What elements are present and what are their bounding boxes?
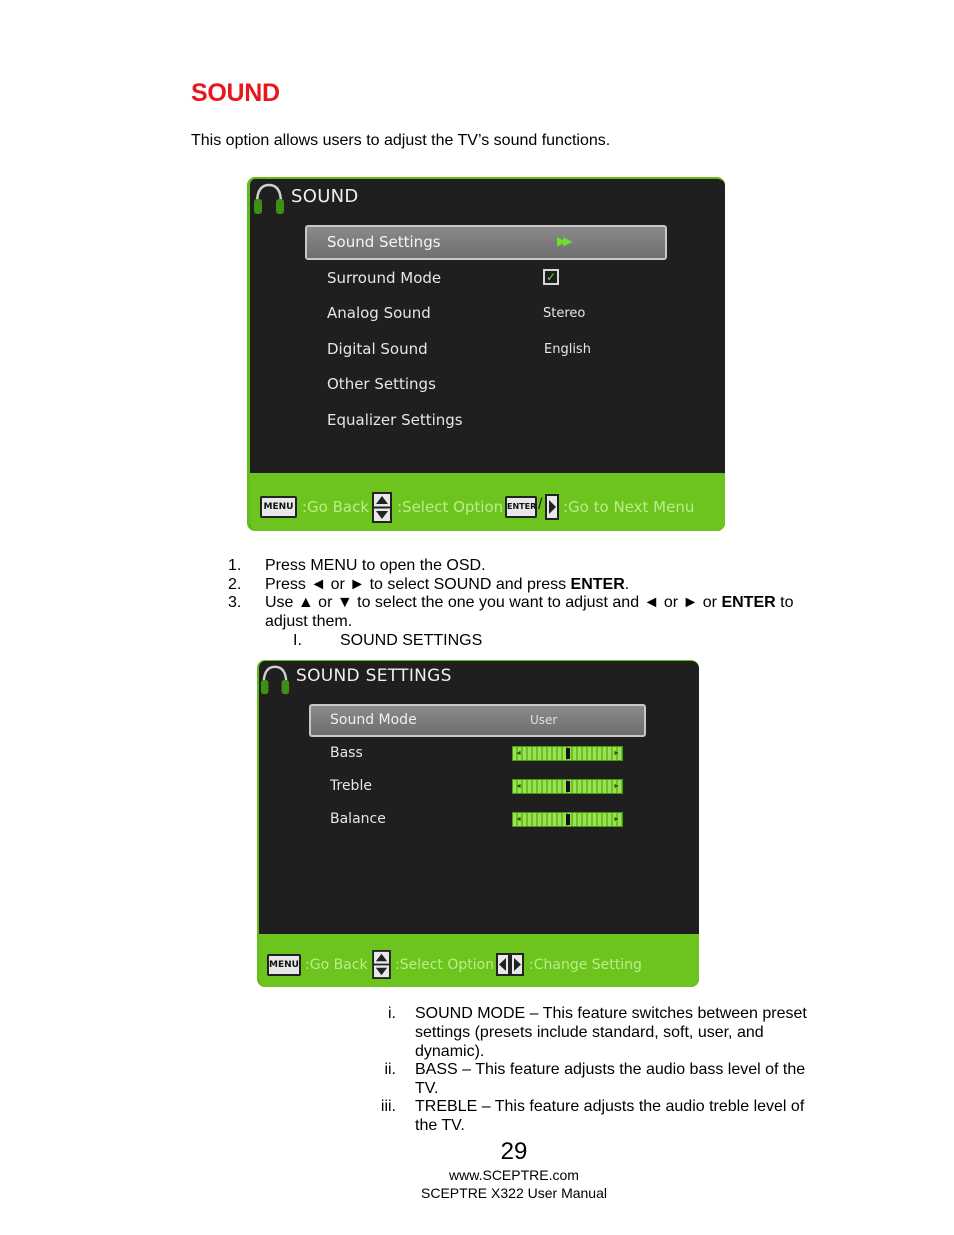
menu-item-surround-mode[interactable]: Surround Mode [327, 269, 442, 287]
bass-slider[interactable] [512, 746, 623, 761]
section-heading: SOUND [191, 79, 280, 107]
up-down-key-icon [372, 950, 391, 979]
list-marker: ii. [384, 1061, 396, 1078]
menu-item-sound-mode[interactable]: Sound Mode [330, 712, 417, 728]
footer-select-option: :Select Option [397, 498, 504, 516]
description-sound-mode [376, 1004, 836, 1061]
step-number: 3. [228, 594, 242, 611]
description-text: SOUND MODE – This feature switches between preset settings (presets include standard, soft, user, and dynamic). [415, 1005, 807, 1060]
footer-go-back: :Go Back [302, 498, 370, 516]
footer-go-back: :Go Back [305, 957, 368, 973]
slider-right-arrow-icon: ► [613, 750, 620, 757]
website-link[interactable]: www.SCEPTRE.com [449, 1167, 579, 1183]
list-marker: i. [388, 1005, 396, 1022]
step-number: 2. [228, 576, 242, 593]
footer-select-option: :Select Option [395, 957, 495, 973]
slider-thumb[interactable] [566, 748, 570, 759]
slider-left-arrow-icon: ◄ [515, 750, 522, 757]
slider-right-arrow-icon: ► [613, 816, 620, 823]
description-text: TREBLE – This feature adjusts the audio treble level of the TV. [415, 1098, 805, 1134]
step-text: Press ◄ or ► to select SOUND and press ENTER. [265, 576, 630, 593]
headphones-icon [252, 181, 286, 217]
slider-left-arrow-icon: ◄ [515, 783, 522, 790]
description-treble [376, 1097, 836, 1135]
treble-slider[interactable] [512, 779, 623, 794]
left-right-key-icon [496, 953, 524, 976]
description-text: BASS – This feature adjusts the audio bass level of the TV. [415, 1061, 806, 1097]
sound-mode-value: User [530, 713, 558, 727]
page-number: 29 [500, 1138, 528, 1165]
menu-item-equalizer-settings[interactable]: Equalizer Settings [327, 411, 463, 429]
slash-divider: / [538, 496, 543, 513]
surround-checkbox[interactable]: ✓ [543, 269, 559, 285]
headphones-icon [259, 663, 291, 697]
up-down-key-icon [372, 492, 392, 523]
subsection-number: I. [293, 632, 302, 649]
slider-thumb[interactable] [566, 781, 570, 792]
step-3 [228, 593, 828, 633]
balance-slider[interactable] [512, 812, 623, 827]
manual-name: SCEPTRE X322 User Manual [421, 1185, 607, 1201]
slider-thumb[interactable] [566, 814, 570, 825]
footer-next-menu: :Go to Next Menu [563, 498, 695, 516]
next-arrows-icon: ▶▶ [557, 234, 570, 248]
step-text: Use ▲ or ▼ to select the one you want to adjust and ◄ or ► or ENTER to adjust them. [265, 594, 794, 630]
footer-change-setting: :Change Setting [529, 957, 642, 973]
menu-item-digital-sound[interactable]: Digital Sound [327, 340, 428, 358]
list-marker: iii. [380, 1098, 396, 1115]
slider-left-arrow-icon: ◄ [515, 816, 522, 823]
analog-sound-value: Stereo [543, 306, 586, 321]
menu-item-sound-settings[interactable]: Sound Settings [327, 233, 441, 251]
osd-footer [250, 473, 725, 531]
step-number: 1. [228, 557, 242, 574]
slider-right-arrow-icon: ► [613, 783, 620, 790]
osd-title: SOUND [291, 186, 359, 207]
menu-item-other-settings[interactable]: Other Settings [327, 375, 436, 393]
menu-item-treble[interactable]: Treble [330, 778, 372, 794]
intro-text: This option allows users to adjust the TV’s sound functions. [191, 132, 611, 149]
menu-item-bass[interactable]: Bass [330, 745, 363, 761]
enter-key-icon: ENTER [505, 496, 537, 518]
osd-title: SOUND SETTINGS [296, 666, 452, 686]
menu-item-balance[interactable]: Balance [330, 811, 386, 827]
sound-settings-osd-screenshot [257, 660, 699, 987]
subsection-title: SOUND SETTINGS [340, 632, 483, 649]
right-key-icon [545, 494, 559, 520]
digital-sound-value: English [544, 342, 591, 357]
sound-osd-screenshot [247, 177, 725, 531]
menu-key-icon: MENU [267, 954, 301, 976]
step-text: Press MENU to open the OSD. [265, 557, 486, 574]
menu-item-analog-sound[interactable]: Analog Sound [327, 304, 431, 322]
description-bass [376, 1060, 836, 1098]
osd-footer [259, 934, 699, 987]
menu-key-icon: MENU [260, 496, 297, 518]
